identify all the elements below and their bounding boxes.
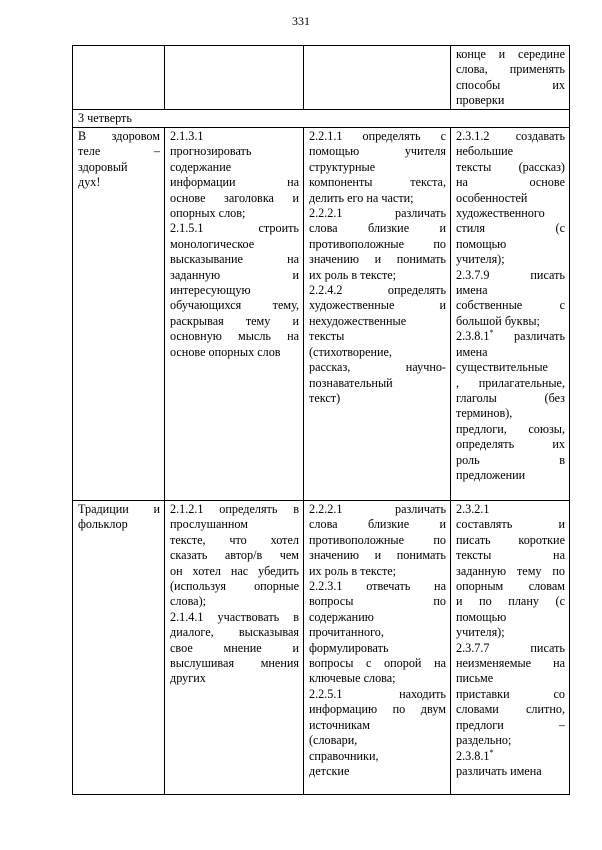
cell-line: информацию по двум — [309, 702, 446, 717]
cell-line: небольшие — [456, 144, 514, 159]
cell-line: заданную и — [170, 267, 299, 282]
page-number: 331 — [292, 14, 310, 28]
table-row — [73, 501, 570, 795]
cell-line: 2.3.1.2 создавать — [456, 129, 565, 143]
table-cell — [165, 46, 304, 110]
cell-line: познавательный — [309, 375, 393, 390]
cell-line: помощью — [456, 236, 507, 251]
cell-line: противоположные по — [309, 532, 446, 547]
cell-line: 2.2.5.1 находить — [309, 686, 446, 701]
cell-line: монологическое — [170, 236, 255, 251]
cell-line: приставки со — [456, 686, 565, 701]
cell-line: определять их — [456, 437, 565, 452]
cell-line: (стихотворение, — [309, 344, 392, 359]
cell-line: их роль в тексте; — [309, 563, 397, 578]
cell-line: фольклор — [78, 517, 128, 532]
cell-line: значению и понимать — [309, 252, 446, 267]
cell-line: имена — [456, 283, 488, 298]
cell-line: интересующую — [170, 283, 251, 298]
cell-line: основе заголовка и — [170, 190, 299, 205]
cell-line: вопросы по — [309, 594, 446, 609]
cell-line: 2.1.5.1 строить — [170, 221, 299, 236]
cell-line: особенностей — [456, 190, 528, 205]
cell-line: Традиции и — [78, 502, 160, 516]
cell-line: предлоги, союзы, — [456, 421, 565, 436]
cell-line: вопросы с опорой на — [309, 656, 446, 671]
cell-line: на основе — [456, 175, 565, 190]
cell-line: структурные — [309, 159, 376, 174]
cell-line: 2.3.2.1 — [456, 502, 490, 516]
cell-line: конце и середине — [456, 47, 565, 61]
table-cell — [451, 501, 570, 795]
cell-line: 2.2.4.2 определять — [309, 283, 446, 298]
cell-line: письме — [456, 671, 494, 686]
table-cell — [73, 128, 165, 501]
cell-line: учителя); — [456, 625, 505, 640]
cell-line: роль в — [456, 452, 565, 467]
quarter-label: 3 четверть — [73, 110, 570, 128]
cell-line: проверки — [456, 93, 505, 108]
cell-line: В здоровом — [78, 129, 160, 143]
cell-line: учителя); — [456, 252, 505, 267]
cell-line: существительные — [456, 360, 548, 375]
table-row — [73, 128, 570, 501]
cell-line: основную мысль на — [170, 329, 299, 344]
cell-line: 2.1.3.1 — [170, 129, 204, 143]
cell-line: источникам — [309, 717, 370, 732]
cell-line: сказать автор/в чем — [170, 548, 299, 563]
cell-line: опорным словам — [456, 579, 565, 594]
cell-line: различать имена — [456, 763, 542, 778]
table-cell — [451, 128, 570, 501]
cell-line: выслушивая мнения — [170, 656, 299, 671]
cell-line: писать короткие — [456, 532, 565, 547]
curriculum-table — [72, 45, 570, 795]
cell-line: помощью — [456, 609, 507, 624]
cell-line: дух! — [78, 175, 101, 190]
cell-line: помощью учителя — [309, 144, 446, 159]
cell-line: рассказ, научно- — [309, 360, 446, 375]
cell-line: тексте, что хотел — [170, 532, 299, 547]
table-cell — [304, 46, 451, 110]
cell-line: заданную тему по — [456, 563, 565, 578]
cell-line: раскрывая тему и — [170, 313, 299, 328]
cell-line: тексты на — [456, 548, 565, 563]
cell-line: справочники, — [309, 748, 379, 763]
cell-line: имена — [456, 344, 488, 359]
table-cell — [165, 128, 304, 501]
cell-line: 2.1.4.1 участвовать в — [170, 609, 299, 624]
cell-line: 2.3.8.1* различать — [456, 328, 565, 344]
cell-line: 2.3.7.7 писать — [456, 640, 565, 655]
cell-line: он хотел нас убедить — [170, 563, 299, 578]
quarter-row — [73, 110, 570, 128]
cell-line: их роль в тексте; — [309, 267, 397, 282]
cell-line: стиля (с — [456, 221, 565, 236]
cell-line: художественного — [456, 206, 545, 221]
cell-line: 2.3.7.9 писать — [456, 267, 565, 282]
cell-line: значению и понимать — [309, 548, 446, 563]
cell-line: (используя опорные — [170, 579, 299, 594]
cell-line: делить его на части; — [309, 190, 414, 205]
cell-line: информации на — [170, 175, 299, 190]
cell-line: свое мнение и — [170, 640, 299, 655]
cell-line: других — [170, 671, 206, 686]
cell-line: высказывание на — [170, 252, 299, 267]
cell-line: теле – — [78, 144, 160, 159]
cell-line: составлять и — [456, 517, 565, 532]
table-cell — [73, 501, 165, 795]
cell-line: прочитанного, — [309, 625, 384, 640]
cell-line: слова близкие и — [309, 221, 446, 236]
cell-line: 2.2.3.1 отвечать на — [309, 579, 446, 594]
cell-line: обучающихся тему, — [170, 298, 299, 313]
cell-line: художественные и — [309, 298, 446, 313]
cell-line: детские — [309, 763, 350, 778]
cell-line: содержанию — [309, 609, 374, 624]
cell-line: словами слитно, — [456, 702, 565, 717]
cell-line: прогнозировать — [170, 144, 252, 159]
cell-line: 2.2.1.1 определять с — [309, 129, 446, 143]
cell-line: ключевые слова; — [309, 671, 396, 686]
table-row — [73, 46, 570, 110]
table-cell — [304, 128, 451, 501]
cell-line: основе опорных слов — [170, 344, 281, 359]
cell-line: большой буквы; — [456, 313, 540, 328]
cell-line: 2.1.2.1 определять в — [170, 502, 299, 516]
cell-line: диалоге, высказывая — [170, 625, 299, 640]
cell-line: неизменяемые на — [456, 656, 565, 671]
cell-line: здоровый — [78, 159, 128, 174]
table-cell — [73, 46, 165, 110]
cell-line: 2.3.8.1* — [456, 747, 494, 763]
cell-line: собственные с — [456, 298, 565, 313]
cell-line: прослушанном — [170, 517, 249, 532]
cell-line: нехудожественные — [309, 313, 407, 328]
cell-line: глаголы (без — [456, 390, 565, 405]
cell-line: предлоги – — [456, 717, 565, 732]
cell-line: терминов), — [456, 406, 513, 421]
cell-line: слова, применять — [456, 62, 565, 77]
cell-line: формулировать — [309, 640, 389, 655]
table-cell — [304, 501, 451, 795]
cell-line: , прилагательные, — [456, 375, 565, 390]
cell-line: 2.2.2.1 различать — [309, 502, 446, 516]
cell-line: компоненты текста, — [309, 175, 446, 190]
table-cell — [451, 46, 570, 110]
cell-line: текст) — [309, 390, 341, 405]
cell-line: слова); — [170, 594, 207, 609]
cell-line: тексты (рассказ) — [456, 159, 565, 174]
cell-line: и по плану (с — [456, 594, 565, 609]
cell-line: слова близкие и — [309, 517, 446, 532]
cell-line: раздельно; — [456, 733, 512, 748]
cell-line: (словари, — [309, 733, 358, 748]
cell-line: предложении — [456, 467, 526, 482]
cell-line: способы их — [456, 77, 565, 92]
cell-line: 2.2.2.1 различать — [309, 206, 446, 221]
cell-line: опорных слов; — [170, 206, 246, 221]
cell-line: содержание — [170, 159, 232, 174]
cell-line: тексты — [309, 329, 345, 344]
cell-line: противоположные по — [309, 236, 446, 251]
table-cell — [165, 501, 304, 795]
